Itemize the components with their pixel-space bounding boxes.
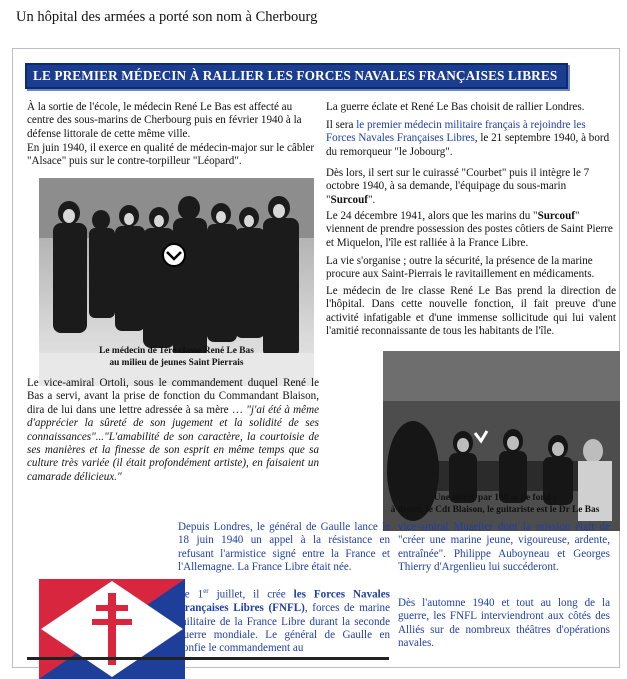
banner-title: LE PREMIER MÉDECIN À RALLIER LES FORCES NAVALES FRANÇAISES LIBRES — [33, 68, 558, 83]
free-france-flag-icon — [39, 579, 185, 679]
gaulle-paragraph-1: Depuis Londres, le général de Gaulle lance le 18 juin 1940 un appel à la résistance en refusant l'armistice signé entre la France et l'Allemagne. La France Libre était née. — [178, 521, 390, 574]
right-p2-end: , le 21 septembre 1940, à bord du remorqueur "le Jobourg". — [326, 132, 610, 158]
article-banner — [25, 63, 568, 89]
fnfl-operations-paragraph: Dès l'automne 1940 et tout au long de la guerre, les FNFL interviendront aux côtés des Alliés sur de nombreux théâtres d'opérations navales. — [398, 597, 610, 650]
left-paragraph-1: À la sortie de l'école, le médecin René Le Bas est affecté au centre des sous-marins de Cherbourg puis en février 1940 à la défense littorale de cette même ville. — [27, 101, 302, 140]
right-paragraph-5: La vie s'organise ; outre la sécurité, la présence de la marine procure aux Saint-Pierrais le ravitaillement en médicaments. — [326, 255, 595, 281]
right-paragraph-4 — [326, 210, 616, 250]
fnfl-text-a: juillet, il crée — [208, 588, 294, 601]
fnfl-date-sup: er — [203, 587, 209, 595]
right-p4-text: Le 24 décembre 1941, alors que les marins du " — [326, 210, 538, 222]
left-paragraph-3 — [27, 377, 319, 484]
photo-2-caption — [369, 492, 621, 516]
caption-1-line-1: Le médecin de 1ère classe René Le Bas — [99, 346, 254, 356]
caption-2-line-2: à droite, le Cdt Blaison, le guitariste est le Dr Le Bas — [390, 505, 600, 515]
first-doctor-highlight: le premier médecin militaire français à rejoindre les Forces Navales Françaises Libres — [326, 119, 586, 145]
surcouf-name: Surcouf — [330, 193, 368, 206]
ortoli-quote: "j'ai été à même d'apprécier la sûreté de son jugement et la solidité de ses connaissances"..."L'amabilité de son caractère, la courtoisie de ses manières et la finesse de son esprit en même temps que sa culture très variée (il était profondément artiste), en faisaient un camarade délicieux." — [27, 403, 320, 483]
gaulle-paragraph-2 — [178, 585, 390, 656]
ortoli-intro: Le vice-amiral Ortoli, sous le commandement duquel René le Bas a servi, avant la prise de fonction du Commandant Blaison, dira de lui dans une lettre adressée à sa mère … — [27, 377, 319, 416]
article-frame — [12, 48, 620, 668]
left-paragraph-2: En juin 1940, il exerce en qualité de médecin-major sur le câbler "Alsace" puis sur le contre-torpilleur "Léopard". — [27, 142, 315, 168]
caption-1-line-2: au milieu de jeunes Saint Pierrais — [109, 358, 244, 368]
right-p4-end: " viennent de prendre possession des postes côtiers de Saint Pierre et Miquelon, l'île est ralliée à la France Libre. — [326, 210, 613, 249]
right-p3-end: ". — [367, 193, 376, 206]
muselier-paragraph: vice-amiral Muselier dont la mission était de "créer une marine jeune, vigoureuse, ardente, entraînée". Philippe Auboyneau et Georges Thierry d'Argenlieu lui succéderont. — [398, 521, 610, 574]
fnfl-name: les Forces Navales Françaises Libres (FNFL) — [178, 588, 391, 615]
right-paragraph-6: Le médecin de lre classe René Le Bas prend la direction de l'hôpital. Dans cette nouvelle fonction, il fait preuve d'une activité infatigable et d'une immense sollicitude qui lui valent l'amitié reconnaissante de tous les habitants de l'île. — [326, 285, 616, 338]
right-p2-start: Il sera — [326, 119, 357, 131]
fnfl-date-start: Le 1 — [178, 588, 204, 601]
right-paragraph-2 — [326, 119, 616, 159]
right-p3-text: Dès lors, il sert sur le cuirassé "Courbet" puis il intègre le 7 octobre 1940, à sa demande, l'équipage du sous-marin " — [326, 167, 590, 206]
caption-2-line-1: Une soirée par 100 m de fond : — [433, 493, 557, 503]
surcouf-name-2: Surcouf — [537, 210, 575, 222]
bottom-rule — [27, 657, 389, 660]
fnfl-text-b: , forces de marine militaire de la France Libre durant la seconde guerre mondiale. Le général de Gaulle en confie le commandement au — [178, 602, 390, 655]
page-title: Un hôpital des armées a porté son nom à Cherbourg — [16, 9, 318, 25]
right-paragraph-1: La guerre éclate et René Le Bas choisit de rallier Londres. — [326, 101, 585, 113]
photo-1-caption — [39, 345, 314, 369]
right-paragraph-3 — [326, 167, 616, 207]
